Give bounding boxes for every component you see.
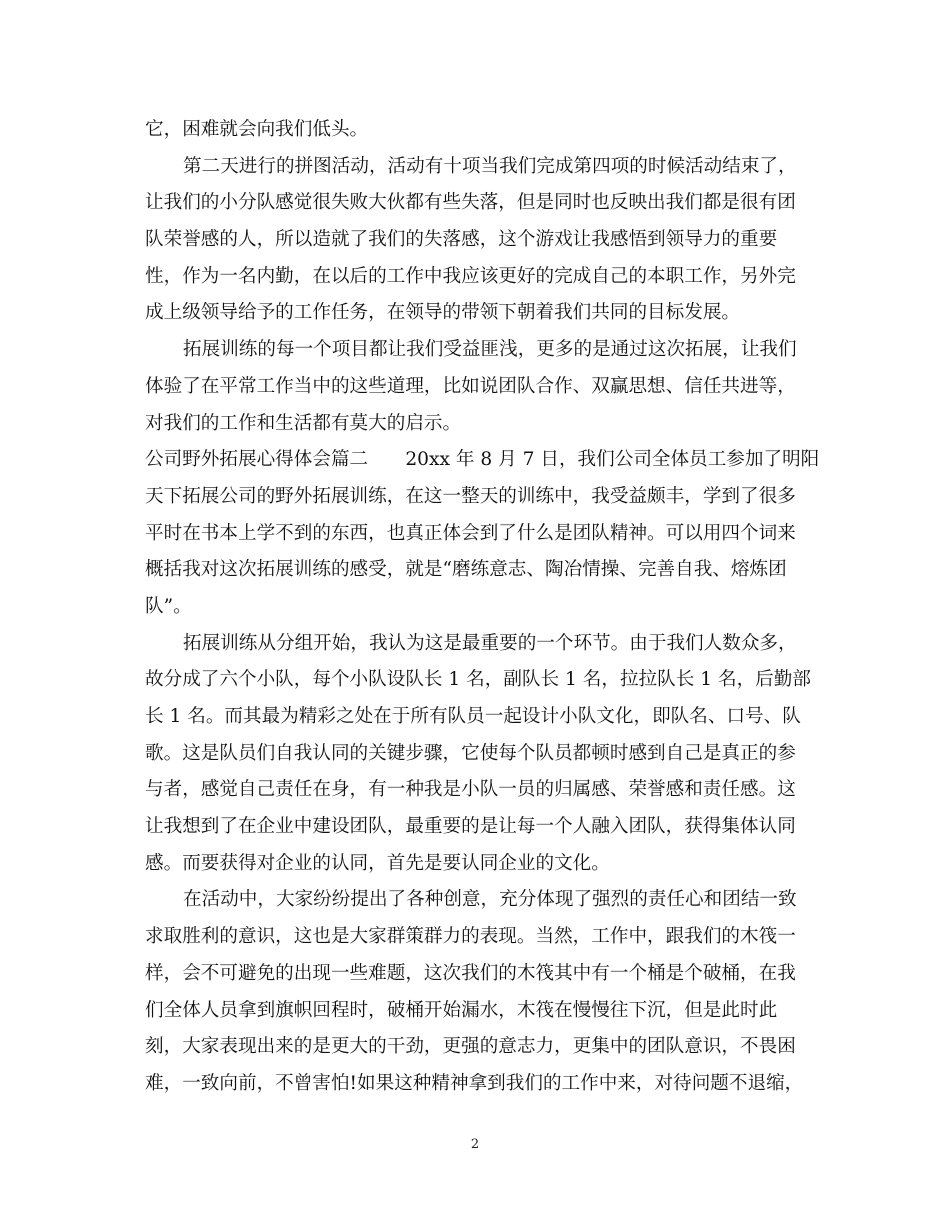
text-line: 感。而要获得对企业的认同，首先是要认同企业的文化。 bbox=[145, 852, 610, 874]
text-line: 们全体人员拿到旗帜回程时，破桶开始漏水，木筏在慢慢往下沉，但是此时此 bbox=[145, 999, 778, 1021]
paragraph-start-line: 拓展训练的每一个项目都让我们受益匪浅，更多的是通过这次拓展，让我们 bbox=[183, 339, 797, 361]
text-line: 成上级领导给予的工作任务，在领导的带领下朝着我们共同的目标发展。 bbox=[145, 302, 741, 324]
text-line: 样，会不可避免的出现一些难题，这次我们的木筏其中有一个桶是个破桶，在我 bbox=[145, 962, 796, 984]
text-line: 让我们的小分队感觉很失败大伙都有些失落，但是同时也反映出我们都是很有团 bbox=[145, 192, 796, 214]
paragraph-start-line: 第二天进行的拼图活动，活动有十项当我们完成第四项的时候活动结束了， bbox=[183, 155, 797, 177]
body-text bbox=[145, 112, 820, 1103]
text-line: 天下拓展公司的野外拓展训练，在这一整天的训练中，我受益颇丰，学到了很多 bbox=[145, 485, 796, 507]
text-line: 歌。这是队员们自我认同的关键步骤，它使每个队员都顿时感到自己是真正的参 bbox=[145, 742, 796, 764]
text-line: 平时在书本上学不到的东西，也真正体会到了什么是团队精神。可以用四个词来 bbox=[145, 522, 796, 544]
paragraph-start-line: 拓展训练从分组开始，我认为这是最重要的一个环节。由于我们人数众多， bbox=[183, 632, 797, 654]
section-heading-line: 公司野外拓展心得体会篇二 20xx 年 8 月 7 日，我们公司全体员工参加了明阳 bbox=[145, 449, 820, 471]
page-number: 2 bbox=[470, 1137, 480, 1152]
text-line: 故分成了六个小队，每个小队设队长 1 名，副队长 1 名，拉拉队长 1 名，后勤部 bbox=[145, 669, 811, 691]
text-line: 求取胜利的意识，这也是大家群策群力的表现。当然，工作中，跟我们的木筏一 bbox=[145, 926, 796, 948]
text-line: 与者，感觉自己责任在身，有一种我是小队一员的归属感、荣誉感和责任感。这 bbox=[145, 779, 796, 801]
text-line: 性，作为一名内勤，在以后的工作中我应该更好的完成自己的本职工作，另外完 bbox=[145, 265, 796, 287]
text-line: 让我想到了在企业中建设团队，最重要的是让每一个人融入团队，获得集体认同 bbox=[145, 816, 796, 838]
text-line: 难，一致向前，不曾害怕!如果这种精神拿到我们的工作中来，对待问题不退缩， bbox=[145, 1072, 804, 1094]
text-line: 队荣誉感的人，所以造就了我们的失落感，这个游戏让我感悟到领导力的重要 bbox=[145, 229, 778, 251]
text-line: 它，困难就会向我们低头。 bbox=[145, 119, 369, 140]
text-line: 刻，大家表现出来的是更大的干劲，更强的意志力，更集中的团队意识，不畏困 bbox=[145, 1036, 796, 1058]
paragraph-start-line: 在活动中，大家纷纷提出了各种创意，充分体现了强烈的责任心和团结一致 bbox=[183, 889, 797, 911]
text-line: 概括我对这次拓展训练的感受，就是“磨练意志、陶冶情操、完善自我、熔炼团 bbox=[145, 559, 787, 581]
text-line: 体验了在平常工作当中的这些道理，比如说团队合作、双赢思想、信任共进等， bbox=[145, 375, 796, 397]
text-line: 队”。 bbox=[145, 595, 192, 617]
text-line: 对我们的工作和生活都有莫大的启示。 bbox=[145, 412, 462, 434]
text-line: 长 1 名。而其最为精彩之处在于所有队员一起设计小队文化，即队名、口号、队 bbox=[145, 706, 801, 727]
